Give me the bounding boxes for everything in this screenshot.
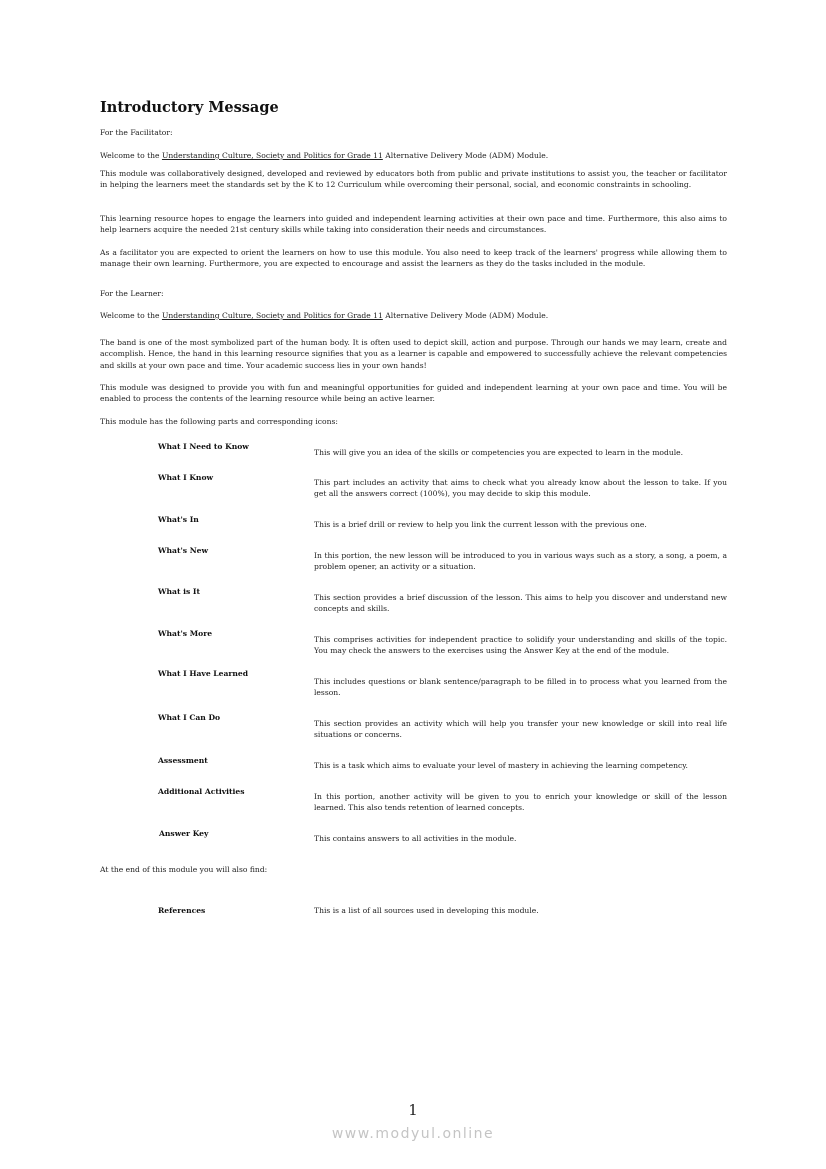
learner-heading: For the Learner: bbox=[100, 289, 164, 298]
module-title-link: Understanding Culture, Society and Politics for Grade 11 bbox=[161, 311, 383, 320]
part-description: This is a brief drill or review to help you link the current lesson with the previous one. bbox=[314, 520, 647, 529]
facilitator-welcome bbox=[100, 150, 727, 161]
part-description: This section provides an activity which will help you transfer your new knowledge or skill into real life situations or concerns. bbox=[314, 719, 727, 740]
part-label: Assessment bbox=[158, 756, 208, 765]
learner-welcome bbox=[100, 310, 727, 321]
part-description: This comprises activities for independent practice to solidify your understanding and skills of the topic. You may check the answers to the exercises using the Answer Key at the end of the module. bbox=[314, 635, 727, 656]
part-label: What is It bbox=[158, 587, 200, 596]
part-description: This is a task which aims to evaluate your level of mastery in achieving the learning competency. bbox=[314, 761, 688, 770]
facilitator-paragraph-2: This learning resource hopes to engage the learners into guided and independent learning activities at their own pace and time. Furthermore, this also aims to help learners acquire the needed 21st century skills while taking into consideration their needs and circumstances. bbox=[100, 214, 727, 235]
facilitator-paragraph-3: As a facilitator you are expected to orient the learners on how to use this module. You also need to keep track of the learners' progress while allowing them to manage their own learning. Furthermore, you are expected to encourage and assist the learners as they do the tasks included in the module. bbox=[100, 248, 727, 269]
learner-paragraph-2: This module was designed to provide you with fun and meaningful opportunities for guided and independent learning at your own pace and time. You will be enabled to process the contents of the learning resource while being an active learner. bbox=[100, 383, 727, 404]
part-description: This part includes an activity that aims to check what you already know about the lesson to take. If you get all the answers correct (100%), you may decide to skip this module. bbox=[314, 478, 727, 499]
part-label: What's New bbox=[158, 546, 209, 555]
part-label: Additional Activities bbox=[158, 787, 245, 796]
part-label: What I Know bbox=[158, 473, 214, 482]
learner-paragraph-3: This module has the following parts and corresponding icons: bbox=[100, 417, 338, 426]
part-label: What I Can Do bbox=[158, 713, 221, 722]
references-description: This is a list of all sources used in developing this module. bbox=[314, 906, 539, 915]
welcome-text-end: Alternative Delivery Mode (ADM) Module. bbox=[382, 311, 549, 320]
welcome-text: Welcome to the bbox=[100, 311, 162, 320]
welcome-text: Welcome to the bbox=[100, 151, 162, 160]
end-note: At the end of this module you will also find: bbox=[100, 865, 268, 874]
part-description: In this portion, another activity will be given to you to enrich your knowledge or skill of the lesson learned. This also tends retention of learned concepts. bbox=[314, 792, 727, 813]
part-description: This section provides a brief discussion of the lesson. This aims to help you discover and understand new concepts and skills. bbox=[314, 593, 727, 614]
part-label: What's More bbox=[158, 629, 213, 638]
page-title: Introductory Message bbox=[100, 99, 279, 116]
references-label: References bbox=[158, 906, 206, 915]
part-description: In this portion, the new lesson will be introduced to you in various ways such as a story, a song, a poem, a problem opener, an activity or a situation. bbox=[314, 551, 727, 572]
welcome-text-end: Alternative Delivery Mode (ADM) Module. bbox=[382, 151, 549, 160]
part-label: Answer Key bbox=[159, 829, 209, 838]
learner-paragraph-1: The band is one of the most symbolized part of the human body. It is often used to depict skill, action and purpose. Through our hands we may learn, create and accomplish. Hence, the hand in this learning resource signifies that you as a learner is capable and empowered to successfully achieve the relevant competencies and skills at your own pace and time. Your academic success lies in your own hands! bbox=[100, 338, 727, 370]
module-title-link: Understanding Culture, Society and Politics for Grade 11 bbox=[161, 151, 383, 160]
part-label: What I Have Learned bbox=[158, 669, 249, 678]
part-label: What's In bbox=[158, 515, 199, 524]
part-description: This will give you an idea of the skills or competencies you are expected to learn in the module. bbox=[314, 448, 684, 457]
part-description: This contains answers to all activities in the module. bbox=[314, 834, 517, 843]
part-description: This includes questions or blank sentence/paragraph to be filled in to process what you learned from the lesson. bbox=[314, 677, 727, 698]
part-label: What I Need to Know bbox=[158, 442, 249, 451]
facilitator-paragraph-1: This module was collaboratively designed, developed and reviewed by educators both from public and private institutions to assist you, the teacher or facilitator in helping the learners meet the standards set by the K to 12 Curriculum while overcoming their personal, social, and economic constraints in schooling. bbox=[100, 169, 727, 190]
page-number: 1 bbox=[408, 1101, 418, 1119]
watermark: www.modyul.online bbox=[331, 1126, 495, 1142]
facilitator-heading: For the Facilitator: bbox=[100, 128, 173, 137]
